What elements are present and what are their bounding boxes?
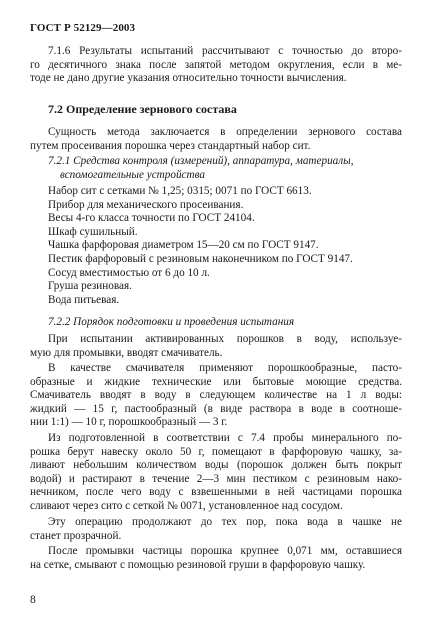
paragraph-after-washing xyxy=(30,545,402,572)
text-line: вспомогательные устройства xyxy=(60,168,205,181)
text-line: Эту операцию продолжают до тех пор, пока вода в чашке не xyxy=(48,516,402,528)
paragraph-wetting-agent xyxy=(30,333,402,360)
equipment-item: Прибор для механического просеивания. xyxy=(48,198,244,211)
standard-header: ГОСТ Р 52129—2003 xyxy=(30,22,136,34)
text-line: 7.2.1 Средства контроля (измерений), аппаратура, материалы, xyxy=(48,155,354,167)
text-line: го десятичного знака после запятой методом округления, если в ме- xyxy=(30,58,402,71)
equipment-item: Набор сит с сетками № 1,25; 0315; 0071 по ГОСТ 6613. xyxy=(48,185,312,197)
text-line: на сетке, смывают с помощью резиновой груши в фарфоровую чашку. xyxy=(30,558,366,571)
text-line: Смачиватель вводят в воду в следующем количестве на 1 л воды: xyxy=(30,389,402,402)
text-line: тоде не дано другие указания относительно точности вычисления. xyxy=(30,72,347,85)
paragraph-sample-procedure xyxy=(30,432,402,514)
equipment-item: Пестик фарфоровый с резиновым наконечником по ГОСТ 9147. xyxy=(48,252,353,265)
text-line: Сущность метода заключается в определении зернового состава xyxy=(48,126,402,138)
text-line: путем просеивания порошка через стандартный набор сит. xyxy=(30,139,311,152)
text-line: В качестве смачивателя применяют порошкообразные, пасто- xyxy=(48,362,402,374)
text-line: 7.1.6 Результаты испытаний рассчитывают с точностью до второ- xyxy=(48,45,402,57)
equipment-item: Чашка фарфоровая диаметром 15—20 см по ГОСТ 9147. xyxy=(48,239,319,252)
subsection-heading-7-2-1 xyxy=(48,155,402,182)
equipment-item: Шкаф сушильный. xyxy=(48,225,138,238)
paragraph-repeat-operation xyxy=(30,516,402,543)
equipment-list xyxy=(48,185,403,307)
text-line: Из подготовленной в соответствии с 7.4 пробы минерального по- xyxy=(48,432,402,444)
text-line: станет прозрачной. xyxy=(30,529,122,542)
paragraph-7-1-6 xyxy=(30,45,402,86)
section-heading-7-2: 7.2 Определение зернового состава xyxy=(48,102,237,116)
equipment-item: Груша резиновая. xyxy=(48,280,132,293)
text-line: водой) и растирают в течение 2—3 мин пестиком с резиновым нако- xyxy=(30,472,402,485)
text-line: мую для промывки, вводят смачиватель. xyxy=(30,346,223,359)
text-line: образные и жидкие технические или бытовые моющие средства. xyxy=(30,375,402,388)
text-line: жидкий — 15 г, пастообразный (в виде раствора в воде в соотноше- xyxy=(30,402,402,415)
text-line: ливают небольшим количеством воды (порошок должен быть покрыт xyxy=(30,459,402,472)
text-line: сливают через сито с сеткой № 0071, установленное над сосудом. xyxy=(30,499,343,512)
text-line: нии 1:1) — 10 г, порошкообразный — 3 г. xyxy=(30,416,228,429)
paragraph-wetting-types xyxy=(30,362,402,430)
page-number: 8 xyxy=(30,594,36,606)
text-line: рошка берут навеску около 50 г, помещают в фарфоровую чашку, за- xyxy=(30,445,402,458)
subsection-heading-7-2-2: 7.2.2 Порядок подготовки и проведения испытания xyxy=(48,316,295,328)
paragraph-7-2-intro xyxy=(30,126,402,153)
text-line: После промывки частицы порошка крупнее 0,071 мм, оставшиеся xyxy=(48,545,402,557)
equipment-item: Вода питьевая. xyxy=(48,293,120,306)
equipment-item: Весы 4-го класса точности по ГОСТ 24104. xyxy=(48,212,255,225)
text-line: нечником, после чего воду с взвешенными в ней частицами порошка xyxy=(30,486,402,499)
text-line: При испытании активированных порошков в воду, используе- xyxy=(48,333,402,345)
equipment-item: Сосуд вместимостью от 6 до 10 л. xyxy=(48,266,210,279)
